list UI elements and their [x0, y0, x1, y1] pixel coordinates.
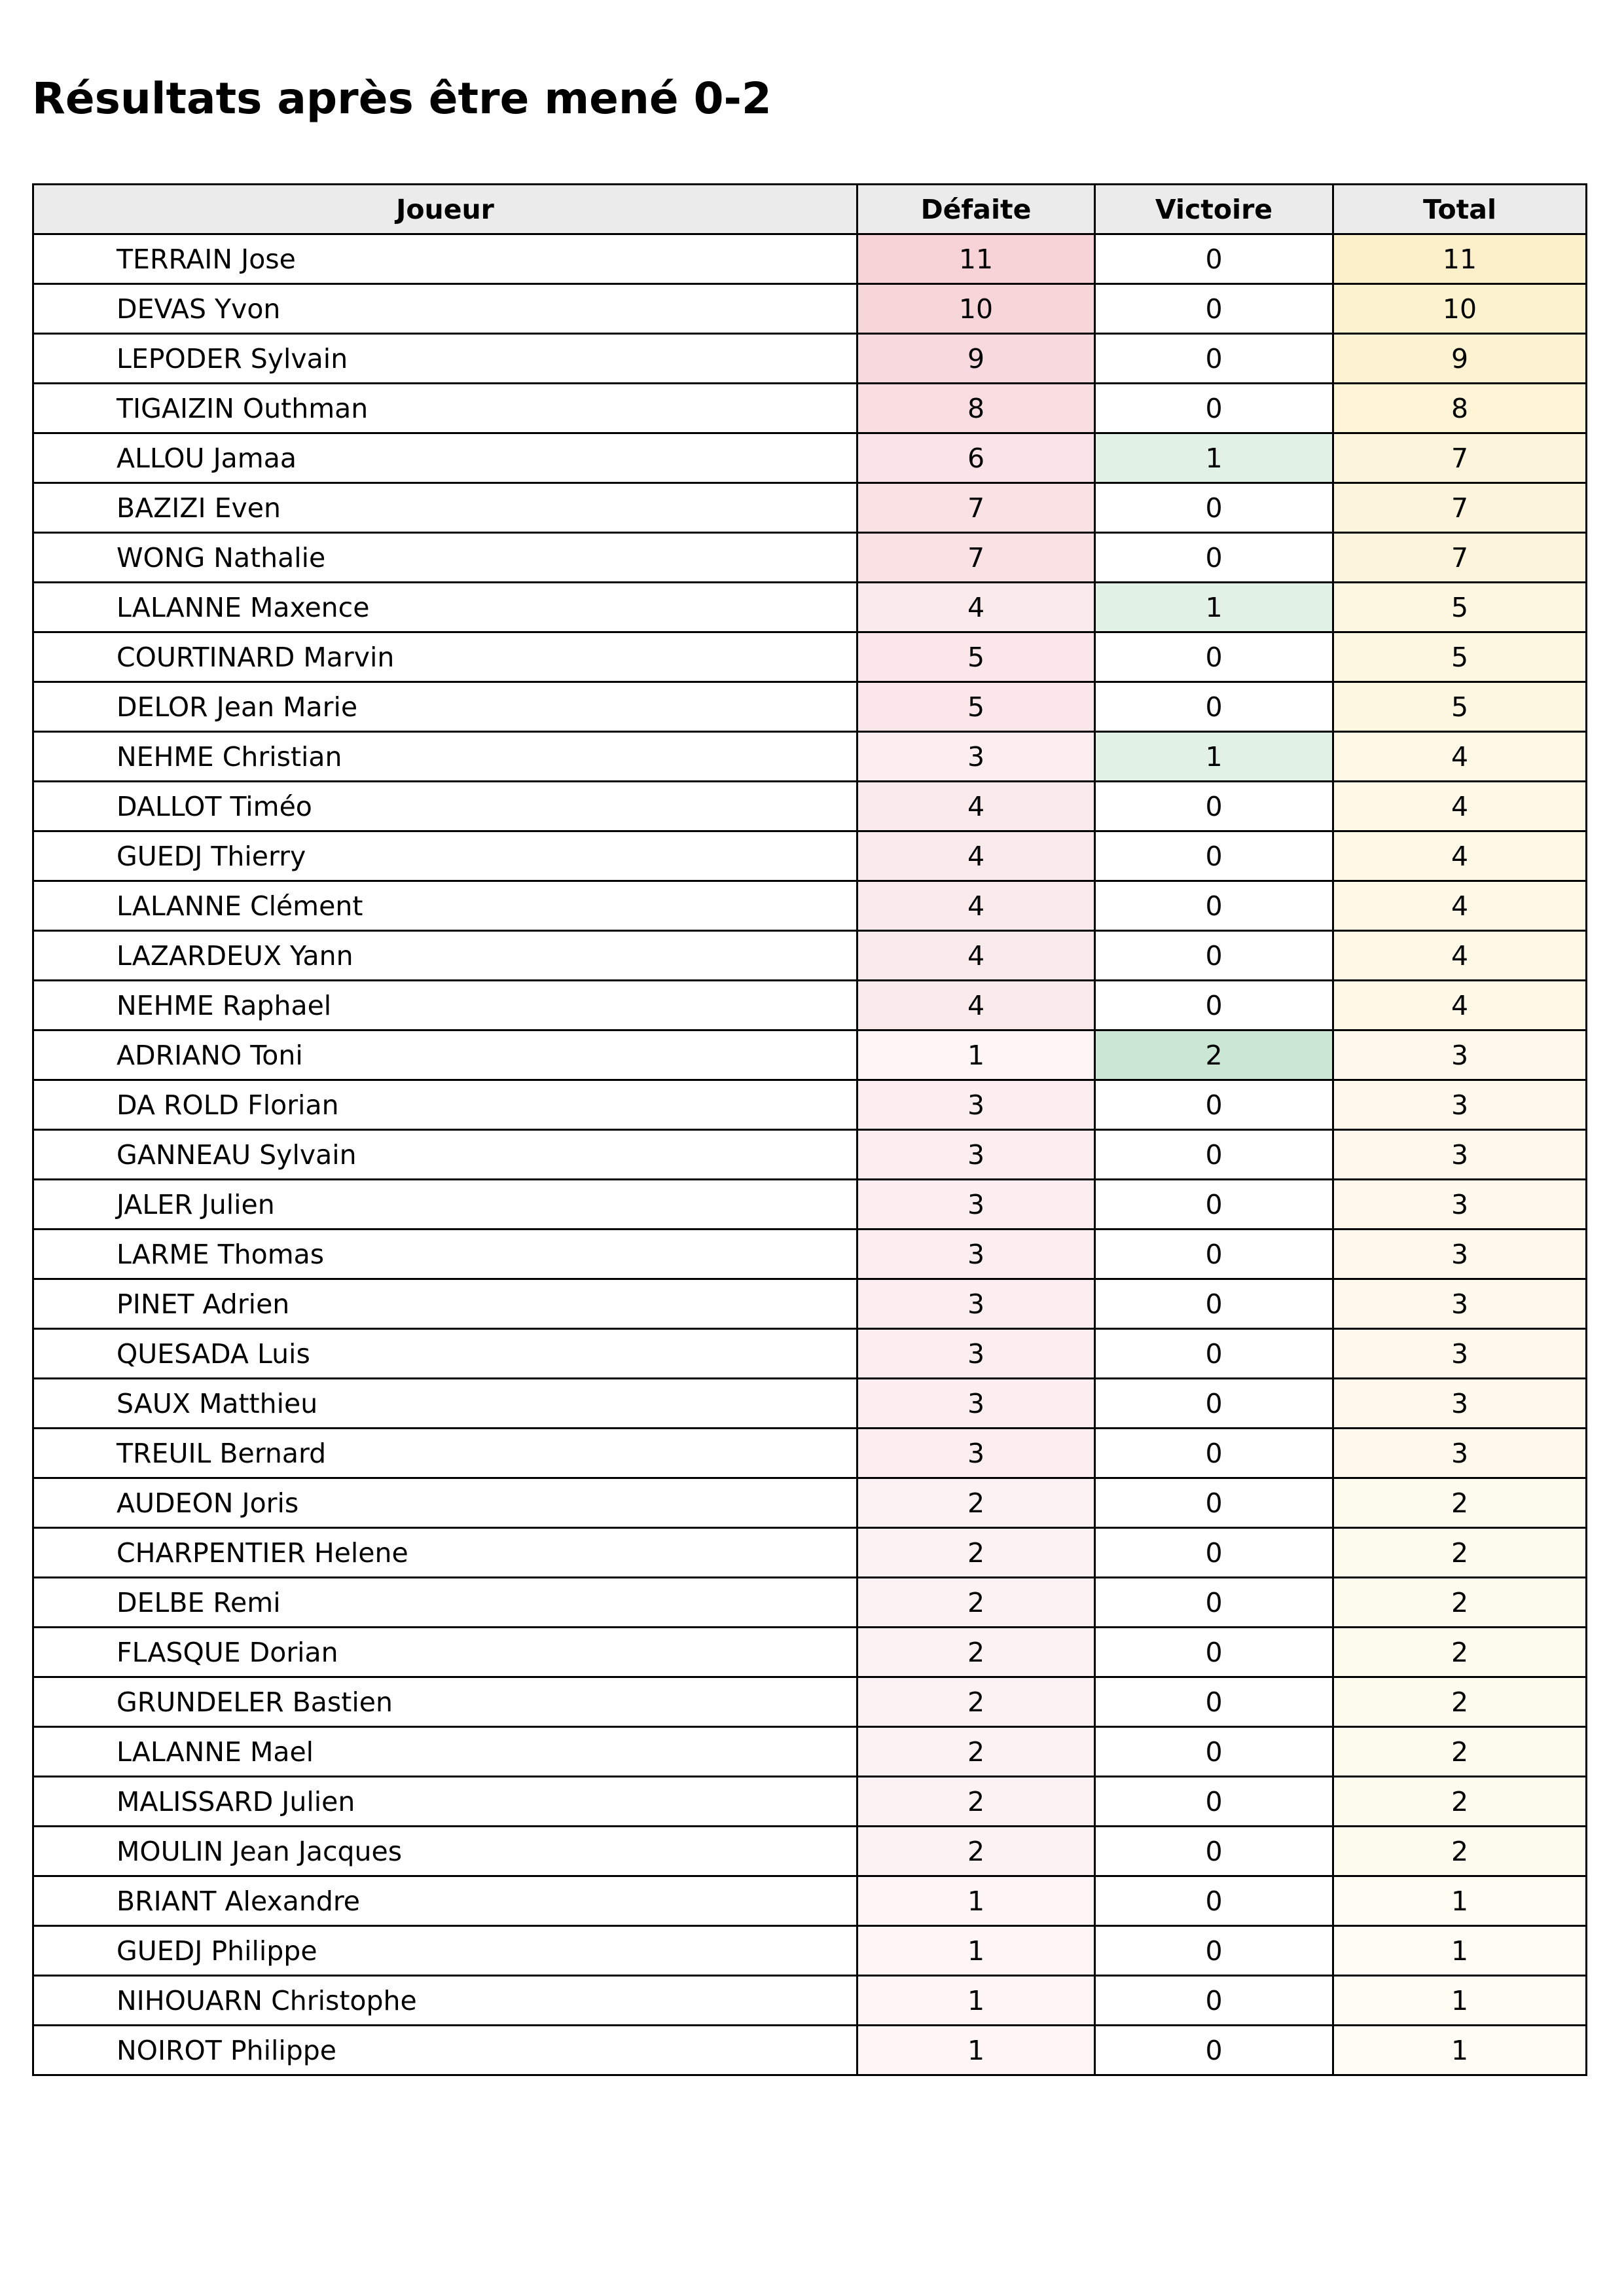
cell-defaite: 2 — [857, 1528, 1095, 1578]
cell-victoire: 0 — [1095, 682, 1333, 732]
table-row — [33, 1578, 1587, 1628]
table-row — [33, 2026, 1587, 2075]
table-row — [33, 782, 1587, 831]
cell-joueur: MALISSARD Julien — [33, 1777, 857, 1827]
table-row — [33, 1180, 1587, 1230]
cell-total: 3 — [1333, 1429, 1587, 1478]
cell-total: 9 — [1333, 334, 1587, 384]
cell-total: 11 — [1333, 234, 1587, 284]
header-joueur: Joueur — [33, 185, 857, 234]
cell-joueur: SAUX Matthieu — [33, 1379, 857, 1429]
table-row — [33, 1876, 1587, 1926]
table-row — [33, 831, 1587, 881]
cell-victoire: 0 — [1095, 1279, 1333, 1329]
cell-victoire: 1 — [1095, 732, 1333, 782]
cell-defaite: 4 — [857, 931, 1095, 981]
table-row — [33, 1230, 1587, 1279]
cell-victoire: 0 — [1095, 1827, 1333, 1876]
cell-joueur: BRIANT Alexandre — [33, 1876, 857, 1926]
cell-joueur: TIGAIZIN Outhman — [33, 384, 857, 433]
cell-joueur: NOIROT Philippe — [33, 2026, 857, 2075]
cell-joueur: LAZARDEUX Yann — [33, 931, 857, 981]
cell-total: 8 — [1333, 384, 1587, 433]
cell-total: 4 — [1333, 831, 1587, 881]
cell-defaite: 2 — [857, 1827, 1095, 1876]
cell-joueur: DELOR Jean Marie — [33, 682, 857, 732]
cell-joueur: ALLOU Jamaa — [33, 433, 857, 483]
table-row — [33, 1478, 1587, 1528]
cell-total: 1 — [1333, 1876, 1587, 1926]
cell-joueur: DALLOT Timéo — [33, 782, 857, 831]
cell-defaite: 2 — [857, 1628, 1095, 1677]
cell-joueur: MOULIN Jean Jacques — [33, 1827, 857, 1876]
cell-total: 1 — [1333, 1976, 1587, 2026]
header-victoire: Victoire — [1095, 185, 1333, 234]
table-row — [33, 1329, 1587, 1379]
table-row — [33, 1030, 1587, 1080]
cell-total: 3 — [1333, 1030, 1587, 1080]
cell-total: 10 — [1333, 284, 1587, 334]
header-row — [33, 185, 1587, 234]
cell-victoire: 0 — [1095, 1926, 1333, 1976]
cell-total: 1 — [1333, 1926, 1587, 1976]
cell-victoire: 0 — [1095, 782, 1333, 831]
cell-defaite: 2 — [857, 1727, 1095, 1777]
cell-defaite: 3 — [857, 1379, 1095, 1429]
cell-total: 3 — [1333, 1379, 1587, 1429]
cell-total: 2 — [1333, 1628, 1587, 1677]
cell-joueur: GRUNDELER Bastien — [33, 1677, 857, 1727]
table-row — [33, 433, 1587, 483]
cell-victoire: 0 — [1095, 981, 1333, 1030]
table-row — [33, 284, 1587, 334]
cell-joueur: LARME Thomas — [33, 1230, 857, 1279]
cell-joueur: JALER Julien — [33, 1180, 857, 1230]
cell-total: 3 — [1333, 1130, 1587, 1180]
cell-joueur: PINET Adrien — [33, 1279, 857, 1329]
cell-victoire: 0 — [1095, 334, 1333, 384]
cell-defaite: 3 — [857, 1130, 1095, 1180]
cell-defaite: 4 — [857, 583, 1095, 632]
table-row — [33, 1130, 1587, 1180]
cell-total: 3 — [1333, 1230, 1587, 1279]
cell-joueur: FLASQUE Dorian — [33, 1628, 857, 1677]
cell-victoire: 1 — [1095, 433, 1333, 483]
cell-victoire: 2 — [1095, 1030, 1333, 1080]
cell-defaite: 3 — [857, 1230, 1095, 1279]
cell-total: 3 — [1333, 1080, 1587, 1130]
table-row — [33, 334, 1587, 384]
cell-defaite: 2 — [857, 1478, 1095, 1528]
cell-defaite: 1 — [857, 1926, 1095, 1976]
cell-defaite: 1 — [857, 2026, 1095, 2075]
cell-victoire: 0 — [1095, 1677, 1333, 1727]
cell-total: 3 — [1333, 1329, 1587, 1379]
cell-defaite: 8 — [857, 384, 1095, 433]
cell-joueur: NEHME Raphael — [33, 981, 857, 1030]
table-row — [33, 384, 1587, 433]
cell-victoire: 0 — [1095, 2026, 1333, 2075]
cell-joueur: TERRAIN Jose — [33, 234, 857, 284]
cell-victoire: 0 — [1095, 1080, 1333, 1130]
table-row — [33, 682, 1587, 732]
cell-total: 3 — [1333, 1180, 1587, 1230]
cell-defaite: 7 — [857, 483, 1095, 533]
table-row — [33, 1429, 1587, 1478]
cell-total: 2 — [1333, 1777, 1587, 1827]
cell-joueur: NEHME Christian — [33, 732, 857, 782]
cell-defaite: 2 — [857, 1578, 1095, 1628]
cell-total: 4 — [1333, 782, 1587, 831]
cell-victoire: 0 — [1095, 1379, 1333, 1429]
results-table — [32, 183, 1587, 2076]
table-row — [33, 483, 1587, 533]
cell-total: 7 — [1333, 533, 1587, 583]
cell-victoire: 0 — [1095, 1180, 1333, 1230]
cell-victoire: 0 — [1095, 234, 1333, 284]
cell-joueur: GUEDJ Philippe — [33, 1926, 857, 1976]
cell-total: 2 — [1333, 1827, 1587, 1876]
cell-victoire: 0 — [1095, 1230, 1333, 1279]
cell-joueur: QUESADA Luis — [33, 1329, 857, 1379]
cell-joueur: LALANNE Mael — [33, 1727, 857, 1777]
cell-defaite: 2 — [857, 1677, 1095, 1727]
cell-victoire: 0 — [1095, 533, 1333, 583]
cell-joueur: DELBE Remi — [33, 1578, 857, 1628]
table-row — [33, 1976, 1587, 2026]
cell-victoire: 0 — [1095, 1329, 1333, 1379]
cell-defaite: 3 — [857, 1080, 1095, 1130]
cell-defaite: 10 — [857, 284, 1095, 334]
table-row — [33, 1080, 1587, 1130]
table-row — [33, 1279, 1587, 1329]
table-row — [33, 533, 1587, 583]
cell-joueur: ADRIANO Toni — [33, 1030, 857, 1080]
cell-joueur: AUDEON Joris — [33, 1478, 857, 1528]
cell-joueur: COURTINARD Marvin — [33, 632, 857, 682]
table-row — [33, 583, 1587, 632]
cell-joueur: DA ROLD Florian — [33, 1080, 857, 1130]
cell-total: 2 — [1333, 1727, 1587, 1777]
cell-defaite: 5 — [857, 682, 1095, 732]
cell-victoire: 1 — [1095, 583, 1333, 632]
cell-joueur: LEPODER Sylvain — [33, 334, 857, 384]
cell-victoire: 0 — [1095, 1876, 1333, 1926]
table-row — [33, 1528, 1587, 1578]
cell-victoire: 0 — [1095, 632, 1333, 682]
cell-total: 2 — [1333, 1677, 1587, 1727]
cell-victoire: 0 — [1095, 284, 1333, 334]
cell-defaite: 2 — [857, 1777, 1095, 1827]
table-row — [33, 1677, 1587, 1727]
cell-defaite: 11 — [857, 234, 1095, 284]
table-row — [33, 632, 1587, 682]
cell-joueur: LALANNE Clément — [33, 881, 857, 931]
header-total: Total — [1333, 185, 1587, 234]
cell-joueur: BAZIZI Even — [33, 483, 857, 533]
table-row — [33, 981, 1587, 1030]
cell-total: 5 — [1333, 632, 1587, 682]
cell-joueur: GANNEAU Sylvain — [33, 1130, 857, 1180]
cell-total: 7 — [1333, 483, 1587, 533]
cell-joueur: LALANNE Maxence — [33, 583, 857, 632]
cell-joueur: DEVAS Yvon — [33, 284, 857, 334]
cell-joueur: GUEDJ Thierry — [33, 831, 857, 881]
cell-victoire: 0 — [1095, 1578, 1333, 1628]
cell-victoire: 0 — [1095, 931, 1333, 981]
cell-total: 4 — [1333, 881, 1587, 931]
cell-total: 7 — [1333, 433, 1587, 483]
cell-total: 4 — [1333, 732, 1587, 782]
cell-victoire: 0 — [1095, 483, 1333, 533]
cell-total: 2 — [1333, 1528, 1587, 1578]
page-title: Résultats après être mené 0-2 — [32, 73, 772, 124]
cell-defaite: 3 — [857, 1279, 1095, 1329]
cell-victoire: 0 — [1095, 1478, 1333, 1528]
cell-victoire: 0 — [1095, 1976, 1333, 2026]
table-row — [33, 234, 1587, 284]
cell-defaite: 4 — [857, 831, 1095, 881]
cell-defaite: 3 — [857, 1180, 1095, 1230]
cell-defaite: 4 — [857, 981, 1095, 1030]
cell-total: 2 — [1333, 1478, 1587, 1528]
cell-victoire: 0 — [1095, 1130, 1333, 1180]
cell-defaite: 7 — [857, 533, 1095, 583]
table-row — [33, 1777, 1587, 1827]
cell-defaite: 9 — [857, 334, 1095, 384]
table-row — [33, 1628, 1587, 1677]
cell-total: 4 — [1333, 981, 1587, 1030]
cell-defaite: 4 — [857, 881, 1095, 931]
cell-total: 5 — [1333, 682, 1587, 732]
cell-total: 1 — [1333, 2026, 1587, 2075]
table-row — [33, 1379, 1587, 1429]
cell-joueur: NIHOUARN Christophe — [33, 1976, 857, 2026]
table-row — [33, 1926, 1587, 1976]
cell-defaite: 3 — [857, 1429, 1095, 1478]
cell-defaite: 6 — [857, 433, 1095, 483]
cell-victoire: 0 — [1095, 1727, 1333, 1777]
cell-victoire: 0 — [1095, 831, 1333, 881]
cell-victoire: 0 — [1095, 1429, 1333, 1478]
cell-victoire: 0 — [1095, 1777, 1333, 1827]
cell-defaite: 3 — [857, 732, 1095, 782]
cell-defaite: 4 — [857, 782, 1095, 831]
cell-victoire: 0 — [1095, 881, 1333, 931]
cell-total: 3 — [1333, 1279, 1587, 1329]
cell-defaite: 1 — [857, 1030, 1095, 1080]
cell-victoire: 0 — [1095, 1628, 1333, 1677]
cell-defaite: 1 — [857, 1976, 1095, 2026]
cell-total: 5 — [1333, 583, 1587, 632]
cell-joueur: CHARPENTIER Helene — [33, 1528, 857, 1578]
cell-joueur: WONG Nathalie — [33, 533, 857, 583]
table-row — [33, 881, 1587, 931]
cell-defaite: 3 — [857, 1329, 1095, 1379]
cell-total: 2 — [1333, 1578, 1587, 1628]
cell-defaite: 1 — [857, 1876, 1095, 1926]
header-defaite: Défaite — [857, 185, 1095, 234]
table-row — [33, 732, 1587, 782]
table-row — [33, 1827, 1587, 1876]
cell-victoire: 0 — [1095, 384, 1333, 433]
cell-joueur: TREUIL Bernard — [33, 1429, 857, 1478]
cell-defaite: 5 — [857, 632, 1095, 682]
cell-total: 4 — [1333, 931, 1587, 981]
table-row — [33, 931, 1587, 981]
table-row — [33, 1727, 1587, 1777]
cell-victoire: 0 — [1095, 1528, 1333, 1578]
